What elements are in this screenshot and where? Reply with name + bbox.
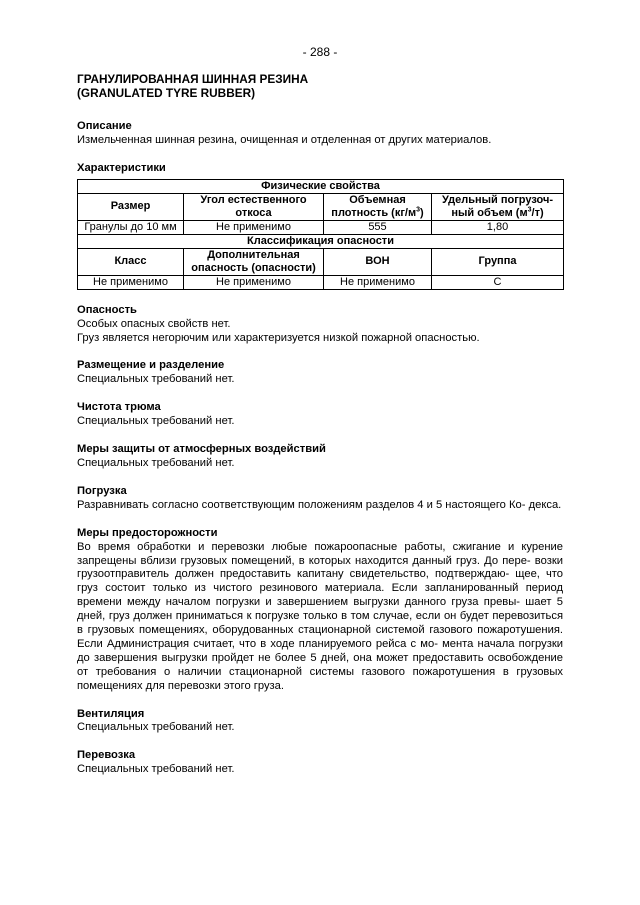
section-loading	[77, 485, 563, 513]
section-hazard	[77, 304, 563, 346]
col-density-header	[324, 193, 432, 220]
hold-text: Специальных требований нет.	[77, 415, 235, 428]
physical-properties-header: Физические свойства	[78, 179, 564, 193]
document-title	[77, 72, 563, 100]
section-precautions	[77, 527, 563, 694]
density-value: 555	[324, 220, 432, 234]
page-number: - 288 -	[302, 45, 338, 59]
section-stowage	[77, 359, 563, 387]
col-size-header: Размер	[78, 193, 184, 220]
characteristics-heading: Характеристики	[77, 161, 166, 174]
precautions-heading: Меры предосторожности	[77, 526, 218, 539]
carriage-text: Специальных требований нет.	[77, 763, 235, 776]
document-body	[77, 72, 563, 777]
col-group-header: Группа	[432, 248, 564, 275]
title-line-en: (GRANULATED TYRE RUBBER)	[77, 86, 256, 100]
title-line-ru: ГРАНУЛИРОВАННАЯ ШИННАЯ РЕЗИНА	[77, 72, 309, 86]
stowage-value: 1,80	[432, 220, 564, 234]
description-heading: Описание	[77, 120, 132, 132]
size-value: Гранулы до 10 мм	[78, 220, 184, 234]
angle-value: Не применимо	[184, 220, 324, 234]
weather-heading: Меры защиты от атмосферных воздействий	[77, 443, 326, 456]
stowage-header-sup: 3	[527, 206, 532, 214]
description-text: Измельченная шинная резина, очищенная и отделенная от других материалов.	[77, 133, 492, 146]
col-class-header: Класс	[78, 248, 184, 275]
loading-text: Разравнивать согласно соответствующим положениям разделов 4 и 5 настоящего Ко- декса.	[77, 498, 562, 511]
loading-heading: Погрузка	[77, 484, 127, 497]
mhb-value: Не применимо	[324, 275, 432, 289]
weather-text: Специальных требований нет.	[77, 456, 235, 469]
section-carriage	[77, 749, 563, 777]
subrisk-value: Не применимо	[184, 275, 324, 289]
density-header-sup: 3	[416, 206, 421, 214]
hold-heading: Чистота трюма	[77, 401, 161, 414]
carriage-heading: Перевозка	[77, 749, 136, 762]
hazard-classification-header: Классификация опасности	[78, 234, 564, 248]
properties-table	[77, 179, 564, 290]
class-value: Не применимо	[78, 275, 184, 289]
ventilation-heading: Вентиляция	[77, 707, 145, 720]
hazard-line-1: Особых опасных свойств нет.	[77, 317, 231, 330]
stowage-heading: Размещение и разделение	[77, 359, 225, 372]
section-description	[77, 120, 563, 148]
section-characteristics	[77, 162, 563, 290]
group-value: С	[432, 275, 564, 289]
hazard-heading: Опасность	[77, 303, 137, 316]
density-header-text: Объемная плотность (кг/м	[331, 194, 417, 219]
stowage-text: Специальных требований нет.	[77, 373, 235, 386]
col-subrisk-header: Дополнительная опасность (опасности)	[184, 248, 324, 275]
ventilation-text: Специальных требований нет.	[77, 721, 235, 734]
stowage-header-text: Удельный погрузоч- ный объем (м	[441, 194, 554, 219]
col-stowage-header	[432, 193, 564, 220]
section-hold	[77, 401, 563, 429]
precautions-text: Во время обработки и перевозки любые пожароопасные работы, сжигание и курение запрещены вблизи грузовых помещений, в которых находится данный груз. До пере- возки грузоотправитель должен предоставить капитану свидетельство, подтверждаю- щее, что груз состоит только из чистого резинового материала. Если запланированный период времени между началом погрузки и завершением выгрузки данного груза превы- шает 5 дней, груз должен приниматься к погрузке только в том случае, если он будет перевозиться в грузовых помещениях, оборудованных стационарной системой газового пожаротушения. Если Администрация считает, что в ходе планируемого рейса с мо- мента начала погрузки до завершения выгрузки пройдет не более 5 дней, она может предоставить освобождение от требования о наличии стационарной системы газового пожаротушения в грузовых помещениях для перевозки этого груза.	[77, 540, 563, 692]
section-ventilation	[77, 708, 563, 736]
section-weather	[77, 443, 563, 471]
density-header-end: )	[420, 206, 424, 219]
col-mhb-header: ВОН	[324, 248, 432, 275]
col-angle-header: Угол естественного откоса	[184, 193, 324, 220]
hazard-line-2: Груз является негорючим или характеризуется низкой пожарной опасностью.	[77, 331, 480, 344]
stowage-header-end: /т)	[531, 206, 544, 219]
